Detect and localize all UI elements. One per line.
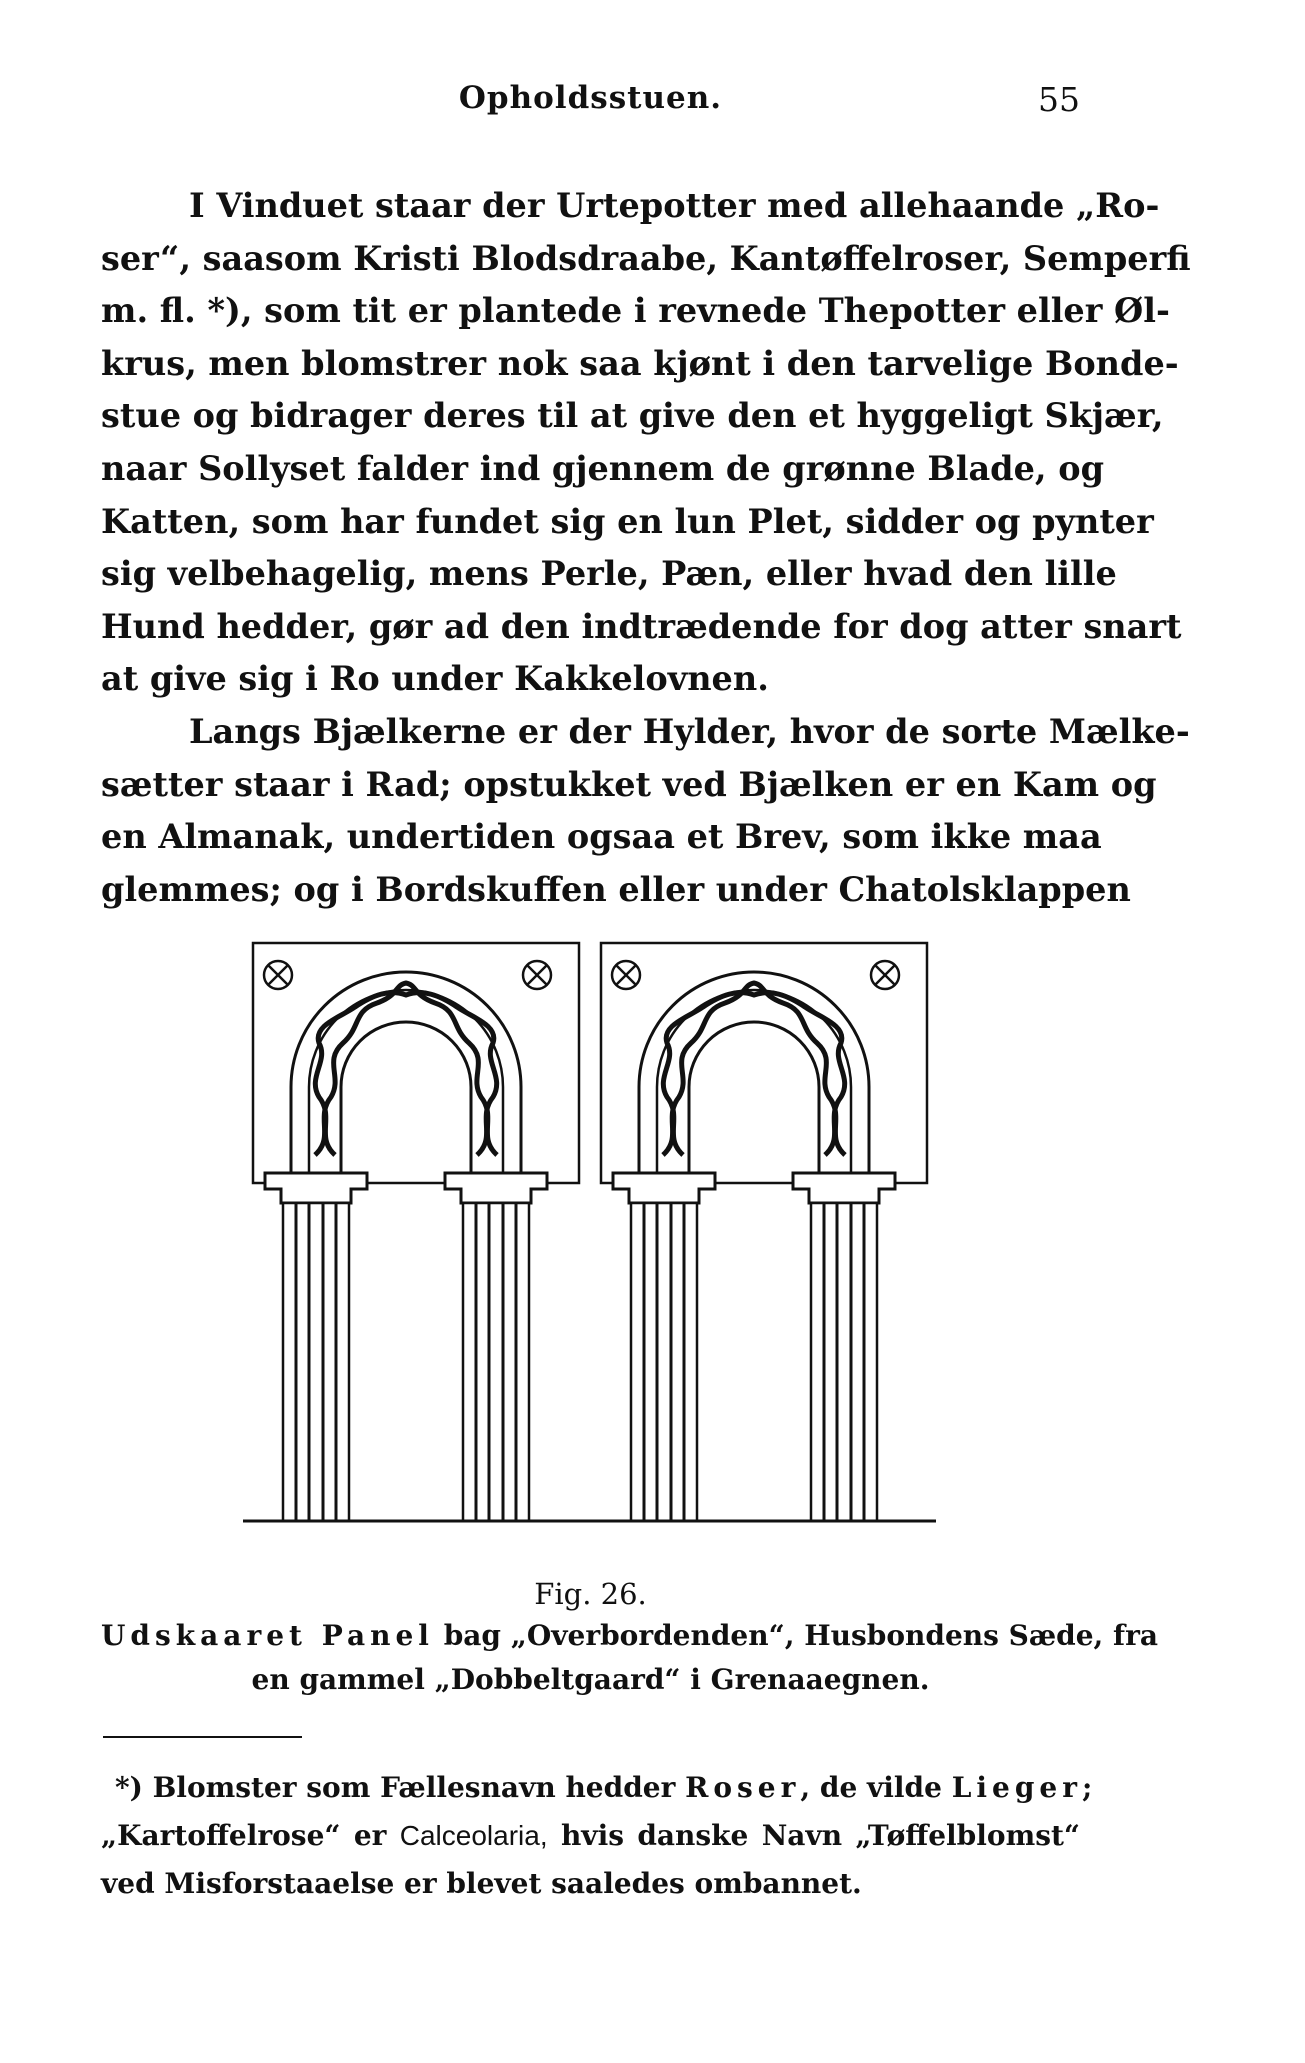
paragraph-1 (101, 180, 1191, 706)
caption-line: en gammel „Dobbeltgaard“ i Grenaaegnen. (251, 1663, 930, 1696)
text-line: Hund hedder, gør ad den indtrædende for dog atter snart (101, 606, 1182, 646)
text-line: stue og bidrager deres til at give den et hyggeligt Skjær, (101, 396, 1164, 436)
text-line: Katten, som har fundet sig en lun Plet, sidder og pynter (101, 501, 1154, 541)
text-line: Langs Bjælkerne er der Hylder, hvor de sorte Mælke- (189, 711, 1190, 751)
figure-label: Fig. 26. (534, 1577, 647, 1611)
figure-caption (101, 1574, 1158, 1702)
footnote-latin: Calceolaria, (399, 1820, 548, 1851)
footnote-text: hvis danske Navn „Tøffelblomst“ (560, 1819, 1081, 1852)
footnote-line: ved Misforstaaelse er blevet saaledes ombannet. (101, 1867, 862, 1900)
footnote-text: , de vilde (800, 1771, 942, 1804)
footnote-rule (103, 1736, 302, 1738)
caption-title: Udskaaret Panel (101, 1619, 434, 1652)
left-arch (253, 943, 579, 1521)
text-line: krus, men blomstrer nok saa kjønt i den tarvelige Bonde- (101, 343, 1179, 383)
footnote-text: ; (1082, 1771, 1093, 1804)
running-head (101, 80, 1080, 130)
text-line: glemmes; og i Bordskuffen eller under Chatolsklappen (101, 869, 1131, 909)
footnote-text: „Kartoffelrose“ er (101, 1819, 387, 1852)
text-line: sig velbehagelig, mens Perle, Pæn, eller hvad den lille (101, 554, 1117, 594)
footnote-emphasis: Roser (685, 1771, 801, 1804)
text-line: ser“, saasom Kristi Blodsdraabe, Kantøffelroser, Semperfi (101, 238, 1191, 278)
text-line: I Vinduet staar der Urtepotter med allehaande „Ro- (189, 186, 1160, 225)
page-number: 55 (1038, 80, 1080, 119)
text-line: naar Sollyset falder ind gjennem de grønne Blade, og (101, 448, 1104, 488)
body-text (101, 180, 1191, 916)
text-line: m. fl. *), som tit er plantede i revnede Thepotter eller Øl- (101, 291, 1170, 331)
footnote-line (101, 1812, 1080, 1860)
running-title: Opholdsstuen. (458, 80, 723, 116)
footnote-emphasis: Lieger (951, 1771, 1082, 1804)
figure-carved-panel (243, 937, 936, 1557)
carved-panel-illustration (243, 937, 936, 1557)
caption-text: bag „Overbordenden“, Husbondens Sæde, fra (443, 1619, 1158, 1652)
footnote-marker: *) (115, 1771, 143, 1804)
right-arch (601, 943, 927, 1521)
footnote (101, 1764, 1093, 1908)
text-line: en Almanak, undertiden ogsaa et Brev, som ikke maa (101, 817, 1102, 857)
paragraph-2 (101, 706, 1190, 916)
caption-line (101, 1614, 1158, 1658)
footnote-line (101, 1764, 1093, 1812)
footnote-text: Blomster som Fællesnavn hedder (152, 1771, 676, 1804)
text-line: at give sig i Ro under Kakkelovnen. (101, 659, 769, 699)
text-line: sætter staar i Rad; opstukket ved Bjælken er en Kam og (101, 764, 1157, 804)
